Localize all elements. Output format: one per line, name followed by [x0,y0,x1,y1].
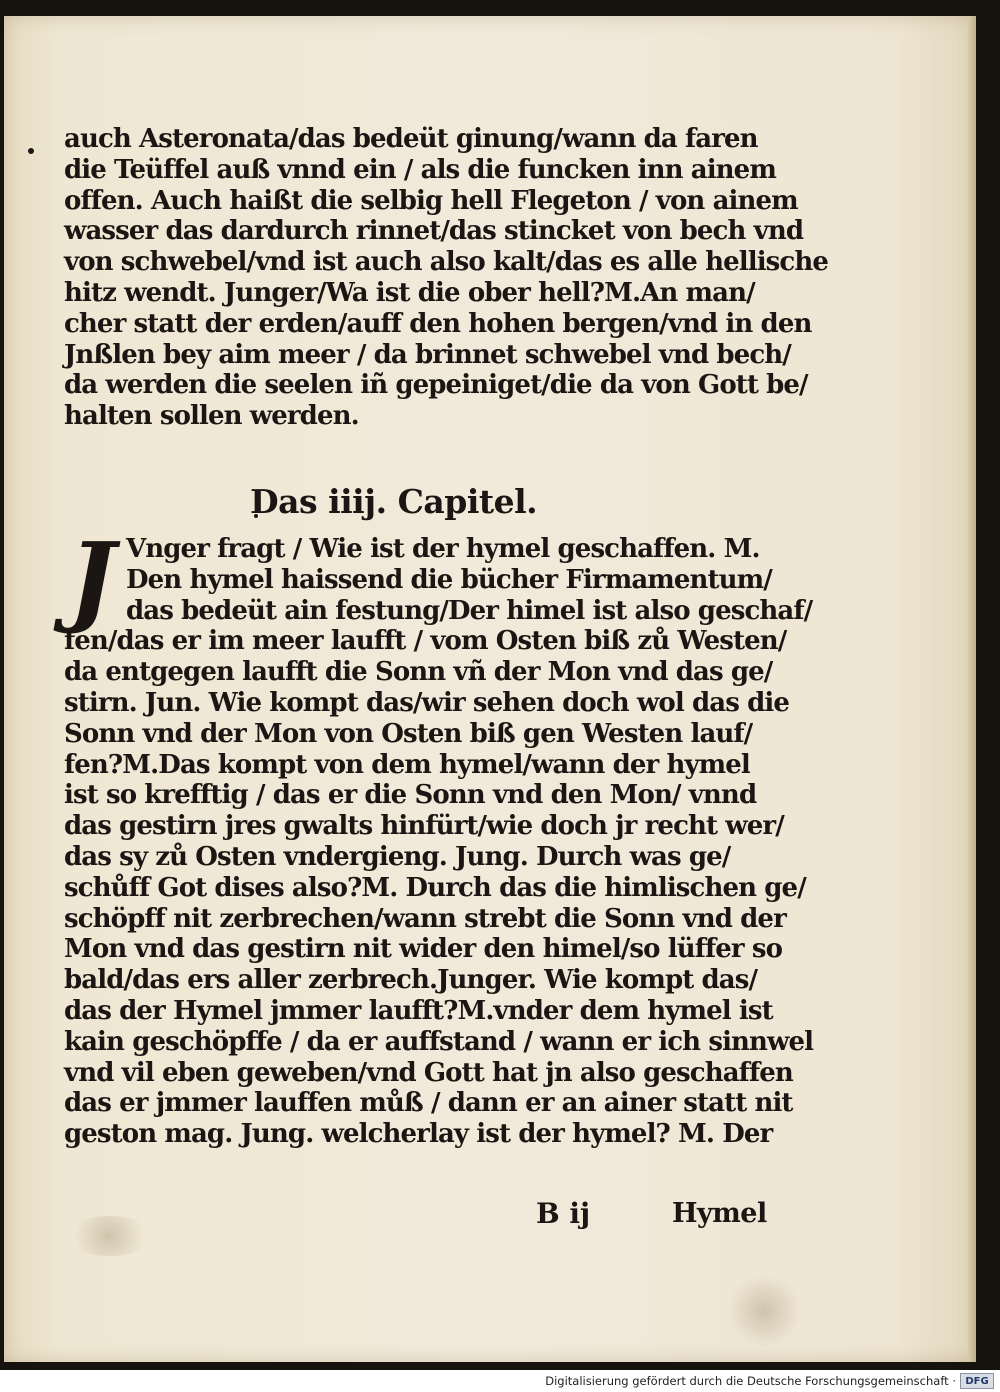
text-line: fen/das er im meer laufft / vom Osten biß zů Westen/ [64,626,787,657]
text-line: vnd vil eben geweben/vnd Gott hat jn also geschaffen [64,1057,793,1088]
catchword: Hymel [672,1198,767,1229]
text-line: schůff Got dises also?M. Durch das die himlischen ge/ [64,872,806,903]
margin-dot [28,148,34,154]
text-line: ist so krefftig / das er die Sonn vnd den Mon/ vnnd [64,780,757,811]
text-line: kain geschöpffe / da er auffstand / wann er ich sinnwel [64,1026,814,1057]
text-line: Den hymel haissend die bücher Firmamentum/ [126,564,772,595]
text-line: offen. Auch haißt die selbig hell Flegeton / von ainem [64,185,798,216]
text-line: Sonn vnd der Mon von Osten biß gen Westen lauf/ [64,718,753,749]
dfg-logo: DFG [960,1373,994,1389]
text-line: Vnger fragt / Wie ist der hymel geschaffen. M. [126,534,760,564]
text-line: da entgegen laufft die Sonn vñ der Mon vnd das ge/ [64,657,773,688]
text-line: fen?M.Das kompt von dem hymel/wann der hymel [64,749,750,780]
text-line: stirn. Jun. Wie kompt das/wir sehen doch wol das die [64,687,789,718]
text-line: Jnßlen bey aim meer / da brinnet schwebel vnd bech/ [64,339,791,370]
chapter-heading: Das iiij. Capitel. [250,482,538,521]
text-line: die Teüffel auß vnnd ein / als die funcken inn ainem [64,154,776,185]
signature-mark: B ij [536,1197,591,1230]
funding-credit: Digitalisierung gefördert durch die Deutsche Forschungsgemeinschaft · [545,1374,956,1388]
text-line: Mon vnd das gestirn nit wider den himel/so lüffer so [64,934,783,965]
text-line: das bedeüt ain festung/Der himel ist also geschaf/ [126,595,813,626]
text-line: das er jmmer lauffen můß / dann er an ainer statt nit [64,1088,793,1119]
text-line: halten sollen werden. [64,401,359,432]
drop-cap-initial: J [68,522,116,637]
page-edge [968,16,976,1362]
paragraph-1 [64,124,828,432]
paper-stain [64,1216,154,1256]
footer-bar [0,1370,1000,1392]
text-line: geston mag. Jung. welcherlay ist der hymel? M. Der [64,1119,773,1150]
text-line: cher statt der erden/auff den hohen bergen/vnd in den [64,308,812,339]
text-line: hitz wendt. Junger/Wa ist die ober hell?M.An man/ [64,277,755,308]
paragraph-2 [64,522,814,1150]
text-line: schöpff nit zerbrechen/wann strebt die Sonn vnd der [64,903,786,934]
text-line: wasser das dardurch rinnet/das stincket von bech vnd [64,216,804,247]
text-line: auch Asteronata/das bedeüt ginung/wann da faren [64,124,758,154]
text-line: da werden die seelen iñ gepeiniget/die da von Gott be/ [64,370,808,401]
text-line: das sy zů Osten vndergieng. Jung. Durch was ge/ [64,841,731,872]
paper-stain [724,1276,804,1346]
text-line: das der Hymel jmmer laufft?M.vnder dem hymel ist [64,995,773,1026]
text-line: von schwebel/vnd ist auch also kalt/das es alle hellische [64,247,828,278]
text-line: bald/das ers aller zerbrech.Junger. Wie kompt das/ [64,965,758,996]
text-line: das gestirn jres gwalts hinfürt/wie doch jr recht wer/ [64,811,784,842]
